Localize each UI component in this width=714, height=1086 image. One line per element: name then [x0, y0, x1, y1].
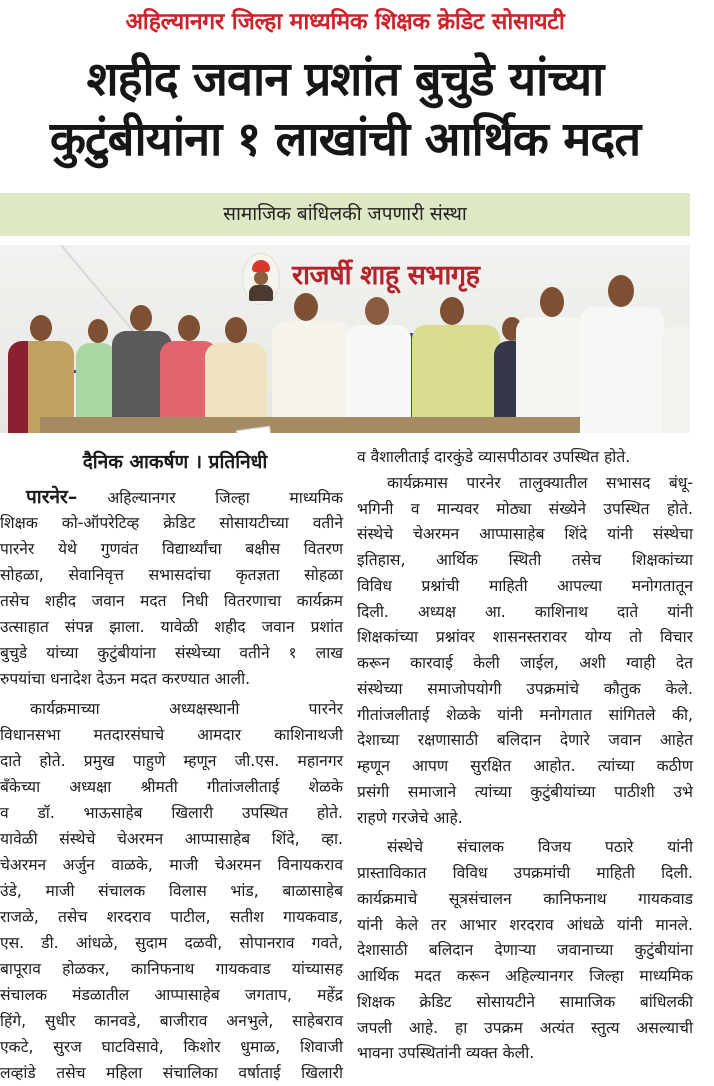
article-line: व वैशालीताई दारकुंडे व्यासपीठावर उपस्थित होते. [357, 448, 631, 466]
article-line: बापूराव होळकर, कानिफनाथ गायकवाड यांच्यासह [0, 960, 343, 978]
headline-line-2: कुटुंबीयांना १ लाखांची आर्थिक मदत [49, 112, 641, 167]
article-line: गीतांजलीताई शेळके यांनी मनोगतात सांगितले की, [357, 705, 693, 724]
article-column-right [357, 445, 693, 1067]
article-line: बँकेच्या अध्यक्षा श्रीमती गीतांजलीताई शेळके [0, 778, 343, 796]
article-line: देशाच्या रक्षणासाठी बलिदान देणारे जवान आहेत [357, 731, 693, 750]
article-line: पारनेर येथे गुणवंत विद्यार्थ्यांचा बक्षीस वितरण [0, 540, 343, 558]
article-line: हिंगे, सुधीर कानवडे, बाजीराव अनभुले, साहेबराव [0, 1012, 343, 1030]
article-line: यावेळी संस्थेचे चेअरमन आप्पासाहेब शिंदे, व्हा. [0, 830, 343, 848]
article-line: एस. डी. आंधळे, सुदाम दळवी, सोपानराव गवते, [0, 934, 343, 952]
article-line: चेअरमन अर्जुन वाळके, माजी चेअरमन विनायकराव [0, 856, 343, 874]
tagline-band [0, 193, 690, 236]
article-line: करून कारवाई केली जाईल, अशी ग्वाही देत [357, 654, 693, 672]
article-line: शिक्षकांच्या प्रश्नांवर शासनस्तरावर योग्य तो विचार [357, 628, 693, 647]
dateline: पारनेर– [26, 486, 78, 508]
article-line: भावना उपस्थितांनी व्यक्त केली. [357, 1044, 535, 1063]
portrait-icon [242, 253, 280, 305]
byline: दैनिक आकर्षण । प्रतिनिधी [82, 451, 268, 473]
article-line: उत्साहात संपन्न झाला. यावेळी शहीद जवान प्रशांत [0, 618, 343, 636]
event-photo [0, 245, 690, 433]
article-line: दिली. अध्यक्ष आ. काशिनाथ दाते यांनी [357, 602, 693, 621]
article-line: लव्हांडे तसेच महिला संचालिका वर्षाताई खिलारी [0, 1064, 343, 1082]
article-line: शिक्षक को-ऑपरेटिव्ह क्रेडिट सोसायटीच्या वतीने [0, 514, 343, 532]
article-line: शिक्षक क्रेडिट सोसायटीने सामाजिक बांधिलकी [357, 992, 693, 1011]
article-line: विधानसभा मतदारसंघाचे आमदार काशिनाथजी [0, 726, 343, 744]
article-line: पारनेर– अहिल्यानगर जिल्हा माध्यमिक [26, 486, 343, 508]
article-line: उंडे, माजी संचालक विलास भांड, बाळासाहेब [0, 882, 343, 900]
article-line: आर्थिक मदत करून अहिल्यानगर जिल्हा माध्यमिक [357, 967, 693, 985]
article-line: इतिहास, आर्थिक स्थिती तसेच शिक्षकांच्या [357, 551, 693, 569]
article-line: एकटे, सुरज घाटविसावे, किशोर धुमाळ, शिवाजी [0, 1038, 343, 1056]
stage-table [40, 417, 580, 433]
article-column-left [0, 484, 343, 1086]
article-line: प्रसंगी समाजाने त्यांच्या कुटुंबीयांच्या पाठीशी उभे [357, 782, 693, 801]
article-line: तसेच शहीद जवान मदत निधी वितरणाचा कार्यक्रम [0, 592, 343, 610]
society-name-kicker: अहिल्यानगर जिल्हा माध्यमिक शिक्षक क्रेडिट सोसायटी [125, 9, 565, 35]
article-line: यांनी केले तर आभार शरदराव आंधळे यांनी मानले. [357, 915, 693, 934]
article-line: बुचुडे यांच्या कुटुंबीयांना संस्थेच्या वतीने १ लाख [0, 644, 343, 662]
article-line: राहणे गरजेचे आहे. [357, 808, 463, 827]
article-line: संस्थेच्या समाजोपयोगी उपक्रमांचे कौतुक केले. [357, 679, 693, 698]
article-line: देशासाठी बलिदान देणाऱ्या जवानाच्या कुटुंबीयांना [357, 941, 693, 960]
article-line: व डॉ. भाऊसाहेब खिलारी उपस्थित होते. [0, 804, 343, 822]
article-line: कार्यक्रमाचे सूत्रसंचालन कानिफनाथ गायकवाड [357, 889, 693, 908]
article-line: संस्थेचे संचालक विजय पठारे यांनी [387, 838, 693, 857]
article-line: रुपयांचा धनादेश देऊन मदत करण्यात आली. [0, 670, 251, 688]
article-line: कार्यक्रमाच्या अध्यक्षस्थानी पारनेर [30, 700, 343, 718]
article-line: दाते होते. प्रमुख पाहुणे म्हणून जी.एस. महानगर [0, 752, 343, 770]
article-line: म्हणून आपण सुरक्षित आहोत. त्यांच्या कठीण [357, 757, 693, 775]
tagline-text: सामाजिक बांधिलकी जपणारी संस्था [223, 203, 467, 225]
article-line: संचालक मंडळातील आप्पासाहेब जगताप, महेंद्र [0, 986, 343, 1004]
article-line: प्रास्ताविकात विविध उपक्रमांची माहिती दिली. [357, 864, 693, 882]
article-line: सोहळा, सेवानिवृत्त सभासदांचा कृतज्ञता सोहळा [0, 566, 343, 584]
headline-line-1: शहीद जवान प्रशांत बुचुडे यांच्या [86, 52, 604, 107]
article-line: भगिनी व मान्यवर मोठ्या संख्येने उपस्थित होते. [357, 499, 693, 518]
hall-banner: राजर्षी शाहू सभागृह [292, 260, 480, 291]
article-line: विविध प्रश्नांची माहिती आपल्या मनोगतातून [357, 576, 693, 595]
article-line: जपली आहे. हा उपक्रम अत्यंत स्तुत्य असल्याची [357, 1018, 693, 1037]
article-line: राजळे, तसेच शरदराव पाटील, सतीश गायकवाड, [0, 908, 343, 926]
article-line: संस्थेचे चेअरमन आप्पासाहेब शिंदे यांनी संस्थेचा [357, 525, 693, 544]
article-line: कार्यक्रमास पारनेर तालुक्यातील सभासद बंधू- [387, 473, 693, 492]
